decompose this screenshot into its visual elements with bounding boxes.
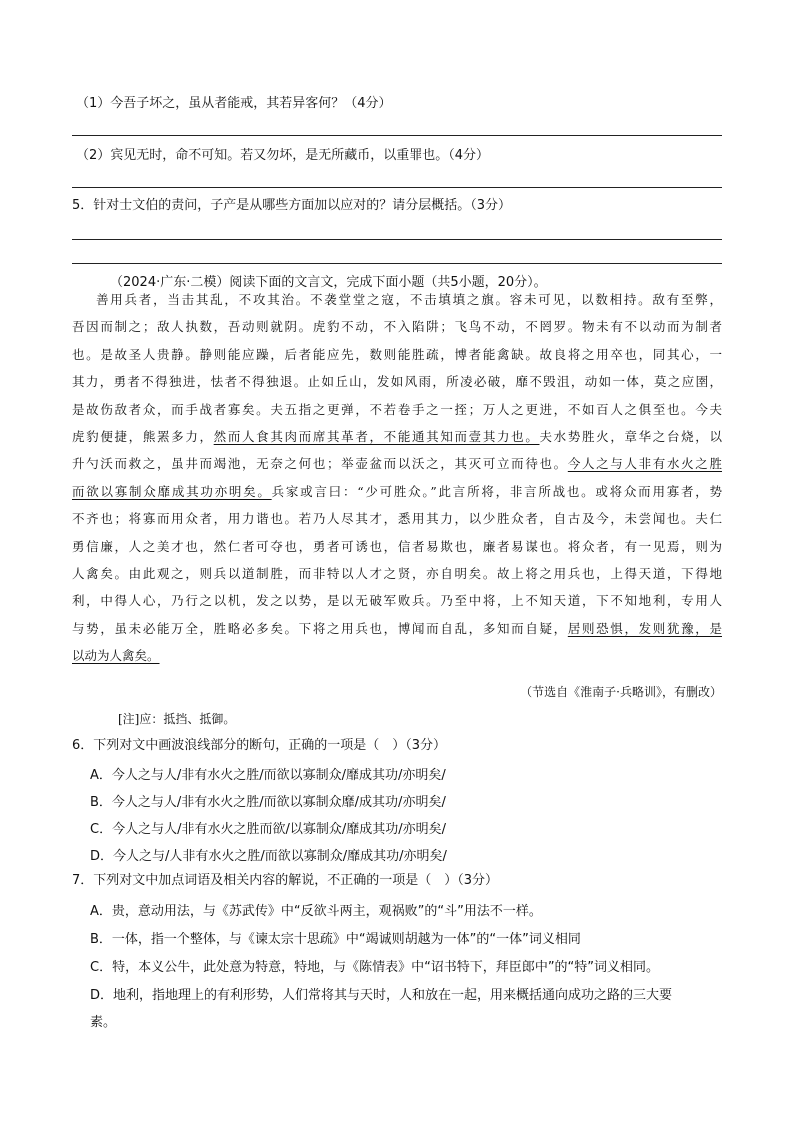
passage-line: 善用兵者，当击其乱，不攻其治。不袭堂堂之寇，不击填填之旗。容未可见，以数相持。敌有至弊， bbox=[96, 292, 722, 307]
q6-option-c: C．今人之与人/非有水火之胜而欲/以寡制众/靡成其功/亦明矣/ bbox=[90, 822, 446, 837]
passage-intro: （2024·广东·二模）阅读下面的文言文，完成下面小题（共5小题，20分）。 bbox=[110, 275, 547, 290]
q7-option-d-cont: 素。 bbox=[90, 1015, 117, 1030]
q6-stem: 6．下列对文中画波浪线部分的断句，正确的一项是（ ）（3分） bbox=[72, 738, 447, 753]
passage-line: 不齐也；将寡而用众者，用力谐也。若乃人尽其才，悉用其力，以少胜众者，自古及今，未尝闻也。夫仁 bbox=[72, 511, 722, 527]
q4-sub2: （2）宾见无时，命不可知。若又勿坏，是无所藏币，以重罪也。（4分） bbox=[76, 148, 490, 163]
q4-sub1: （1）今吾子坏之，虽从者能戒，其若异客何？（4分） bbox=[76, 96, 392, 111]
wavy-underlined-sentence: 今人之与人非有水火之胜 bbox=[567, 456, 722, 472]
passage-note: [注]应：抵挡、抵御。 bbox=[118, 712, 236, 726]
passage-text: 与势，虽未必能万全，胜略必多矣。下将之用兵也，博闻而自乱，多知而自疑， bbox=[72, 620, 568, 636]
q7-option-c: C．特，本义公牛，此处意为特意，特地，与《陈情表》中“诏书特下，拜臣郎中”的“特”词义相同。 bbox=[90, 960, 660, 975]
passage-text: 夫水势胜火，章华之台烧，以 bbox=[539, 428, 722, 444]
underlined-sentence: 以动为人禽矣。 bbox=[72, 648, 160, 664]
passage-line bbox=[72, 423, 722, 450]
q7-option-b: B．一体，指一个整体，与《谏太宗十思疏》中“竭诚则胡越为一体”的“一体”词义相同 bbox=[90, 932, 581, 947]
q6-option-b: B．今人之与人/非有水火之胜/而欲以寡制众靡/成其功/亦明矣/ bbox=[90, 795, 446, 810]
answer-line bbox=[72, 263, 722, 264]
classical-passage bbox=[72, 286, 722, 669]
passage-line: 勇信廉，人之美才也，然仁者可夺也，勇者可诱也，信者易欺也，廉者易谋也。将众者，有一见焉，则为 bbox=[72, 538, 722, 554]
passage-line bbox=[72, 450, 722, 477]
q7-option-d: D．地利，指地理上的有利形势，人们常将其与天时，人和放在一起，用来概括通向成功之路的三大要 bbox=[90, 988, 673, 1003]
passage-line: 人禽矣。由此观之，则兵以道制胜，而非特以人才之贤，亦自明矣。故上将之用兵也，上得天道，下得地 bbox=[72, 565, 722, 581]
q5-text: 5．针对士文伯的责问，子产是从哪些方面加以应对的？请分层概括。（3分） bbox=[72, 198, 512, 213]
passage-text: 兵家或言曰：“少可胜众。”此言所将，非言所战也。或将众而用寡者，势 bbox=[271, 483, 722, 499]
underlined-sentence: 居则恐惧，发则犹豫，是 bbox=[567, 620, 722, 636]
q7-option-a: A．贵，意动用法，与《苏武传》中“反欲斗两主，观祸败”的“斗”用法不一样。 bbox=[90, 904, 542, 919]
q6-option-a: A．今人之与人/非有水火之胜/而欲以寡制众/靡成其功/亦明矣/ bbox=[90, 768, 446, 783]
q6-option-d: D．今人之与/人非有水火之胜/而欲以寡制众/靡成其功/亦明矣/ bbox=[90, 849, 447, 864]
passage-line bbox=[72, 478, 722, 505]
passage-line: 其力，勇者不得独进，怯者不得独退。止如丘山，发如风雨，所凌必破，靡不毁沮，动如一体，莫之应圉， bbox=[72, 374, 722, 390]
passage-source: （节选自《淮南子·兵略训》，有删改） bbox=[520, 685, 722, 699]
passage-line bbox=[72, 642, 722, 669]
passage-line: 利，中得人心，乃行之以机，发之以势，是以无破军败兵。乃至中将，上不知天道，下不知地利，专用人 bbox=[72, 593, 722, 609]
passage-line: 也。是故圣人贵静。静则能应躁，后者能应先，数则能胜疏，博者能禽缺。故良将之用卒也，同其心，一 bbox=[72, 346, 722, 362]
answer-line bbox=[72, 187, 722, 188]
q7-stem: 7．下列对文中加点词语及相关内容的解说，不正确的一项是（ ）（3分） bbox=[72, 873, 499, 888]
wavy-underlined-sentence: 而欲以寡制众靡成其功亦明矣。 bbox=[72, 483, 272, 499]
passage-line: 是故伤敌者众，而手战者寡矣。夫五指之更弹，不若卷手之一挃；万人之更进，不如百人之俱至也。今夫 bbox=[72, 401, 722, 417]
passage-text: 升勺沃而救之，虽井而竭池，无奈之何也；举壶盆而以沃之，其灭可立而待也。 bbox=[72, 456, 568, 472]
passage-line: 吾因而制之；敌人执数，吾动则就阴。虎豹不动，不入陷阱；飞鸟不动，不罔罗。物未有不以动而为制者 bbox=[72, 319, 722, 335]
answer-line bbox=[72, 135, 722, 136]
passage-line bbox=[72, 615, 722, 642]
passage-text: 虎豹便捷，熊罴多力， bbox=[72, 428, 214, 444]
answer-line bbox=[72, 239, 722, 240]
underlined-sentence: 然而人食其肉而席其革者，不能通其知而壹其力也。 bbox=[213, 428, 540, 444]
